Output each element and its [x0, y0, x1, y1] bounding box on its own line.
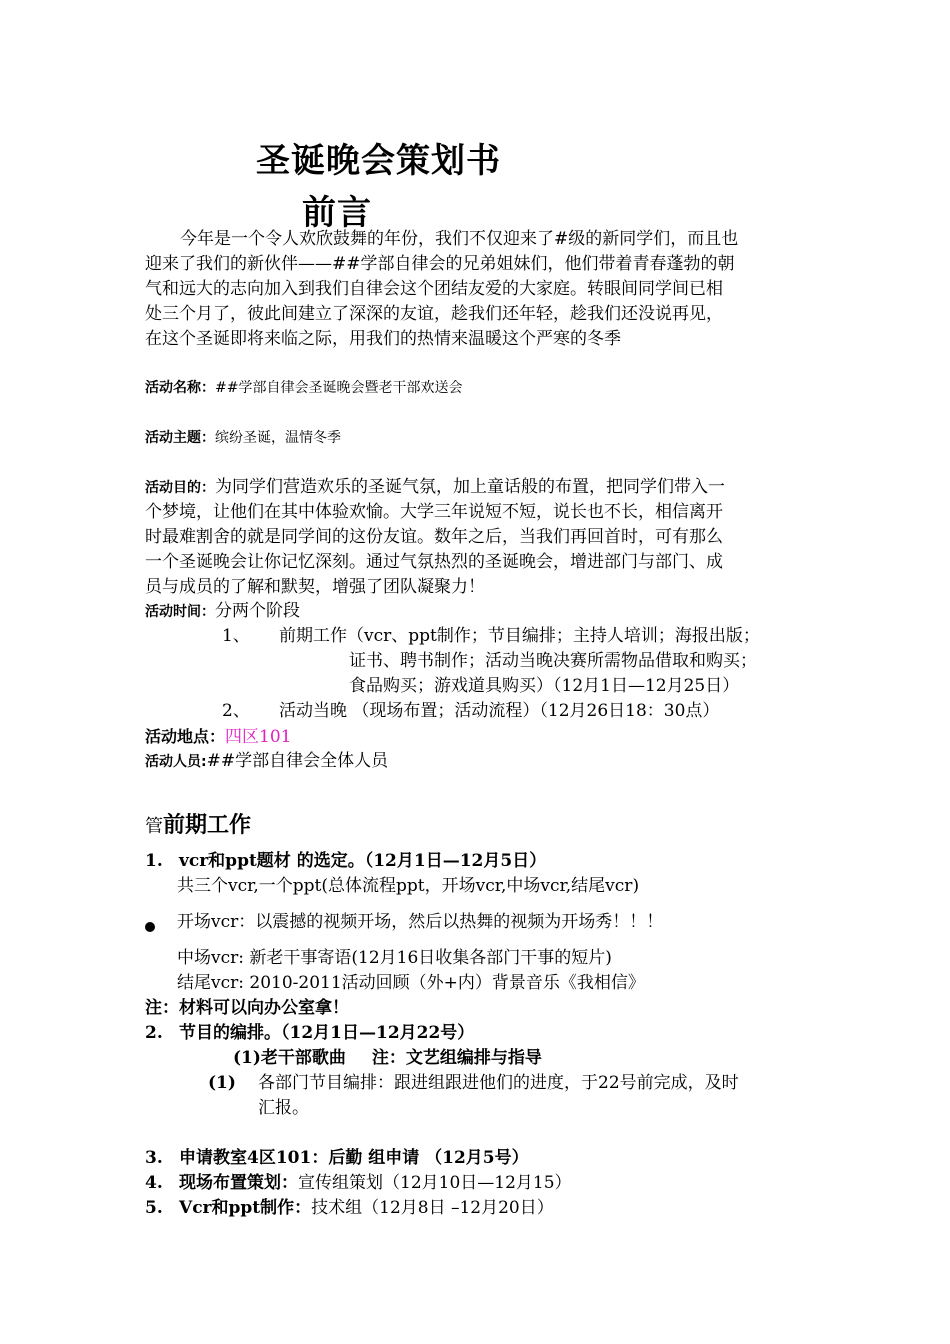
item-number: 4.	[145, 1173, 163, 1193]
activity-purpose	[145, 475, 725, 501]
activity-name-value: ##学部自律会圣诞晚会暨老干部欢送会	[215, 380, 463, 396]
activity-theme	[145, 427, 341, 447]
item-value: 技术组（12月8日 –12月20日）	[311, 1198, 554, 1218]
item-heading: vcr和ppt题材 的选定。（12月1日—12月5日）	[179, 851, 547, 871]
phase-number: 1、	[222, 626, 250, 646]
preface-line: 在这个圣诞即将来临之际，用我们的热情来温暖这个严寒的冬季	[145, 329, 621, 349]
activity-theme-label: 活动主题：	[145, 430, 215, 446]
section-heading	[145, 808, 251, 839]
activity-theme-value: 缤纷圣诞，温情冬季	[215, 430, 341, 446]
section-prefix: 管	[145, 816, 163, 837]
activity-purpose-line: 为同学们营造欢乐的圣诞气氛，加上童话般的布置，把同学们带入一	[215, 477, 725, 497]
item-label: Vcr和ppt制作：	[179, 1198, 312, 1218]
item-number: 5.	[145, 1198, 163, 1218]
item-text: 汇报。	[258, 1098, 309, 1118]
activity-place-label: 活动地点：	[145, 727, 226, 746]
list-item	[145, 1146, 529, 1171]
preface-heading: 前言	[302, 193, 372, 233]
activity-people-label: 活动人员:	[145, 754, 207, 770]
activity-purpose-line: 个梦境，让他们在其中体验欢愉。大学三年说短不短，说长也不长，相信离开	[145, 502, 723, 522]
item-text: 结尾vcr: 2010-2011活动回顾（外+内）背景音乐《我相信》	[177, 973, 645, 993]
item-text: 开场vcr：以震撼的视频开场，然后以热舞的视频为开场秀！！！	[177, 912, 664, 932]
item-text: 共三个vcr,一个ppt(总体流程ppt，开场vcr,中场vcr,结尾vcr)	[177, 876, 640, 896]
item-number: 3.	[145, 1148, 163, 1168]
list-item	[145, 1196, 554, 1221]
activity-time-value: 分两个阶段	[215, 601, 300, 621]
preface-line: 处三个月了，彼此间建立了深深的友谊，趁我们还年轻，趁我们还没说再见，	[145, 304, 723, 324]
preface-line: 今年是一个令人欢欣鼓舞的年份，我们不仅迎来了#级的新同学们，而且也	[180, 229, 739, 249]
item-text: 中场vcr: 新老干事寄语(12月16日收集各部门干事的短片)	[177, 948, 612, 968]
item-note: 注：材料可以向办公室拿！	[145, 998, 349, 1018]
activity-time	[145, 599, 300, 625]
document-title: 圣诞晚会策划书	[256, 141, 501, 181]
activity-purpose-line: 员与成员的了解和默契，增强了团队凝聚力！	[145, 577, 485, 597]
preface-line: 气和远大的志向加入到我们自律会这个团结友爱的大家庭。转眼间同学间已相	[145, 279, 723, 299]
activity-purpose-label: 活动目的：	[145, 480, 215, 496]
item-number: (1)	[208, 1073, 236, 1093]
activity-name	[145, 377, 462, 397]
item-heading: 申请教室4区101：后勤 组申请 （12月5号）	[179, 1148, 529, 1168]
item-number: 2.	[145, 1023, 163, 1043]
item-number: 1.	[145, 851, 163, 871]
phase-line: 前期工作（vcr、ppt制作；节目编排；主持人培训；海报出版；	[279, 626, 760, 646]
list-item	[145, 849, 546, 874]
bullet-icon	[145, 917, 155, 936]
list-item	[145, 1171, 572, 1196]
activity-place-value: 四区101	[225, 727, 292, 747]
activity-purpose-line: 时最难割舍的就是同学间的这份友谊。数年之后，当我们再回首时，可有那么	[145, 527, 723, 547]
activity-purpose-line: 一个圣诞晚会让你记忆深刻。通过气氛热烈的圣诞晚会，增进部门与部门、成	[145, 552, 723, 572]
activity-name-label: 活动名称：	[145, 380, 215, 396]
phase-line: 活动当晚 （现场布置；活动流程）（12月26日18：30点）	[279, 701, 720, 721]
section-title: 前期工作	[163, 813, 252, 838]
list-item	[145, 1021, 474, 1046]
activity-place	[145, 724, 291, 750]
item-value: 宣传组策划（12月10日—12月15）	[298, 1173, 572, 1193]
activity-people-value: ##学部自律会全体人员	[206, 751, 389, 771]
phase-line: 证书、聘书制作；活动当晚决赛所需物品借取和购买；	[349, 651, 757, 671]
item-heading: 节目的编排。（12月1日—12月22号）	[179, 1023, 475, 1043]
item-text: 各部门节目编排：跟进组跟进他们的进度，于22号前完成，及时	[258, 1073, 739, 1093]
phase-number: 2、	[222, 701, 250, 721]
sub-item-note: 注：文艺组编排与指导	[371, 1048, 542, 1068]
preface-line: 迎来了我们的新伙伴——##学部自律会的兄弟姐妹们，他们带着青春蓬勃的朝	[145, 254, 735, 274]
activity-time-label: 活动时间：	[145, 604, 215, 620]
item-label: 现场布置策划：	[179, 1173, 298, 1193]
item-text	[233, 1046, 542, 1071]
phase-line: 食品购买；游戏道具购买）（12月1日—12月25日）	[349, 676, 740, 696]
sub-item: (1)老干部歌曲	[233, 1048, 346, 1068]
activity-people	[145, 749, 388, 775]
